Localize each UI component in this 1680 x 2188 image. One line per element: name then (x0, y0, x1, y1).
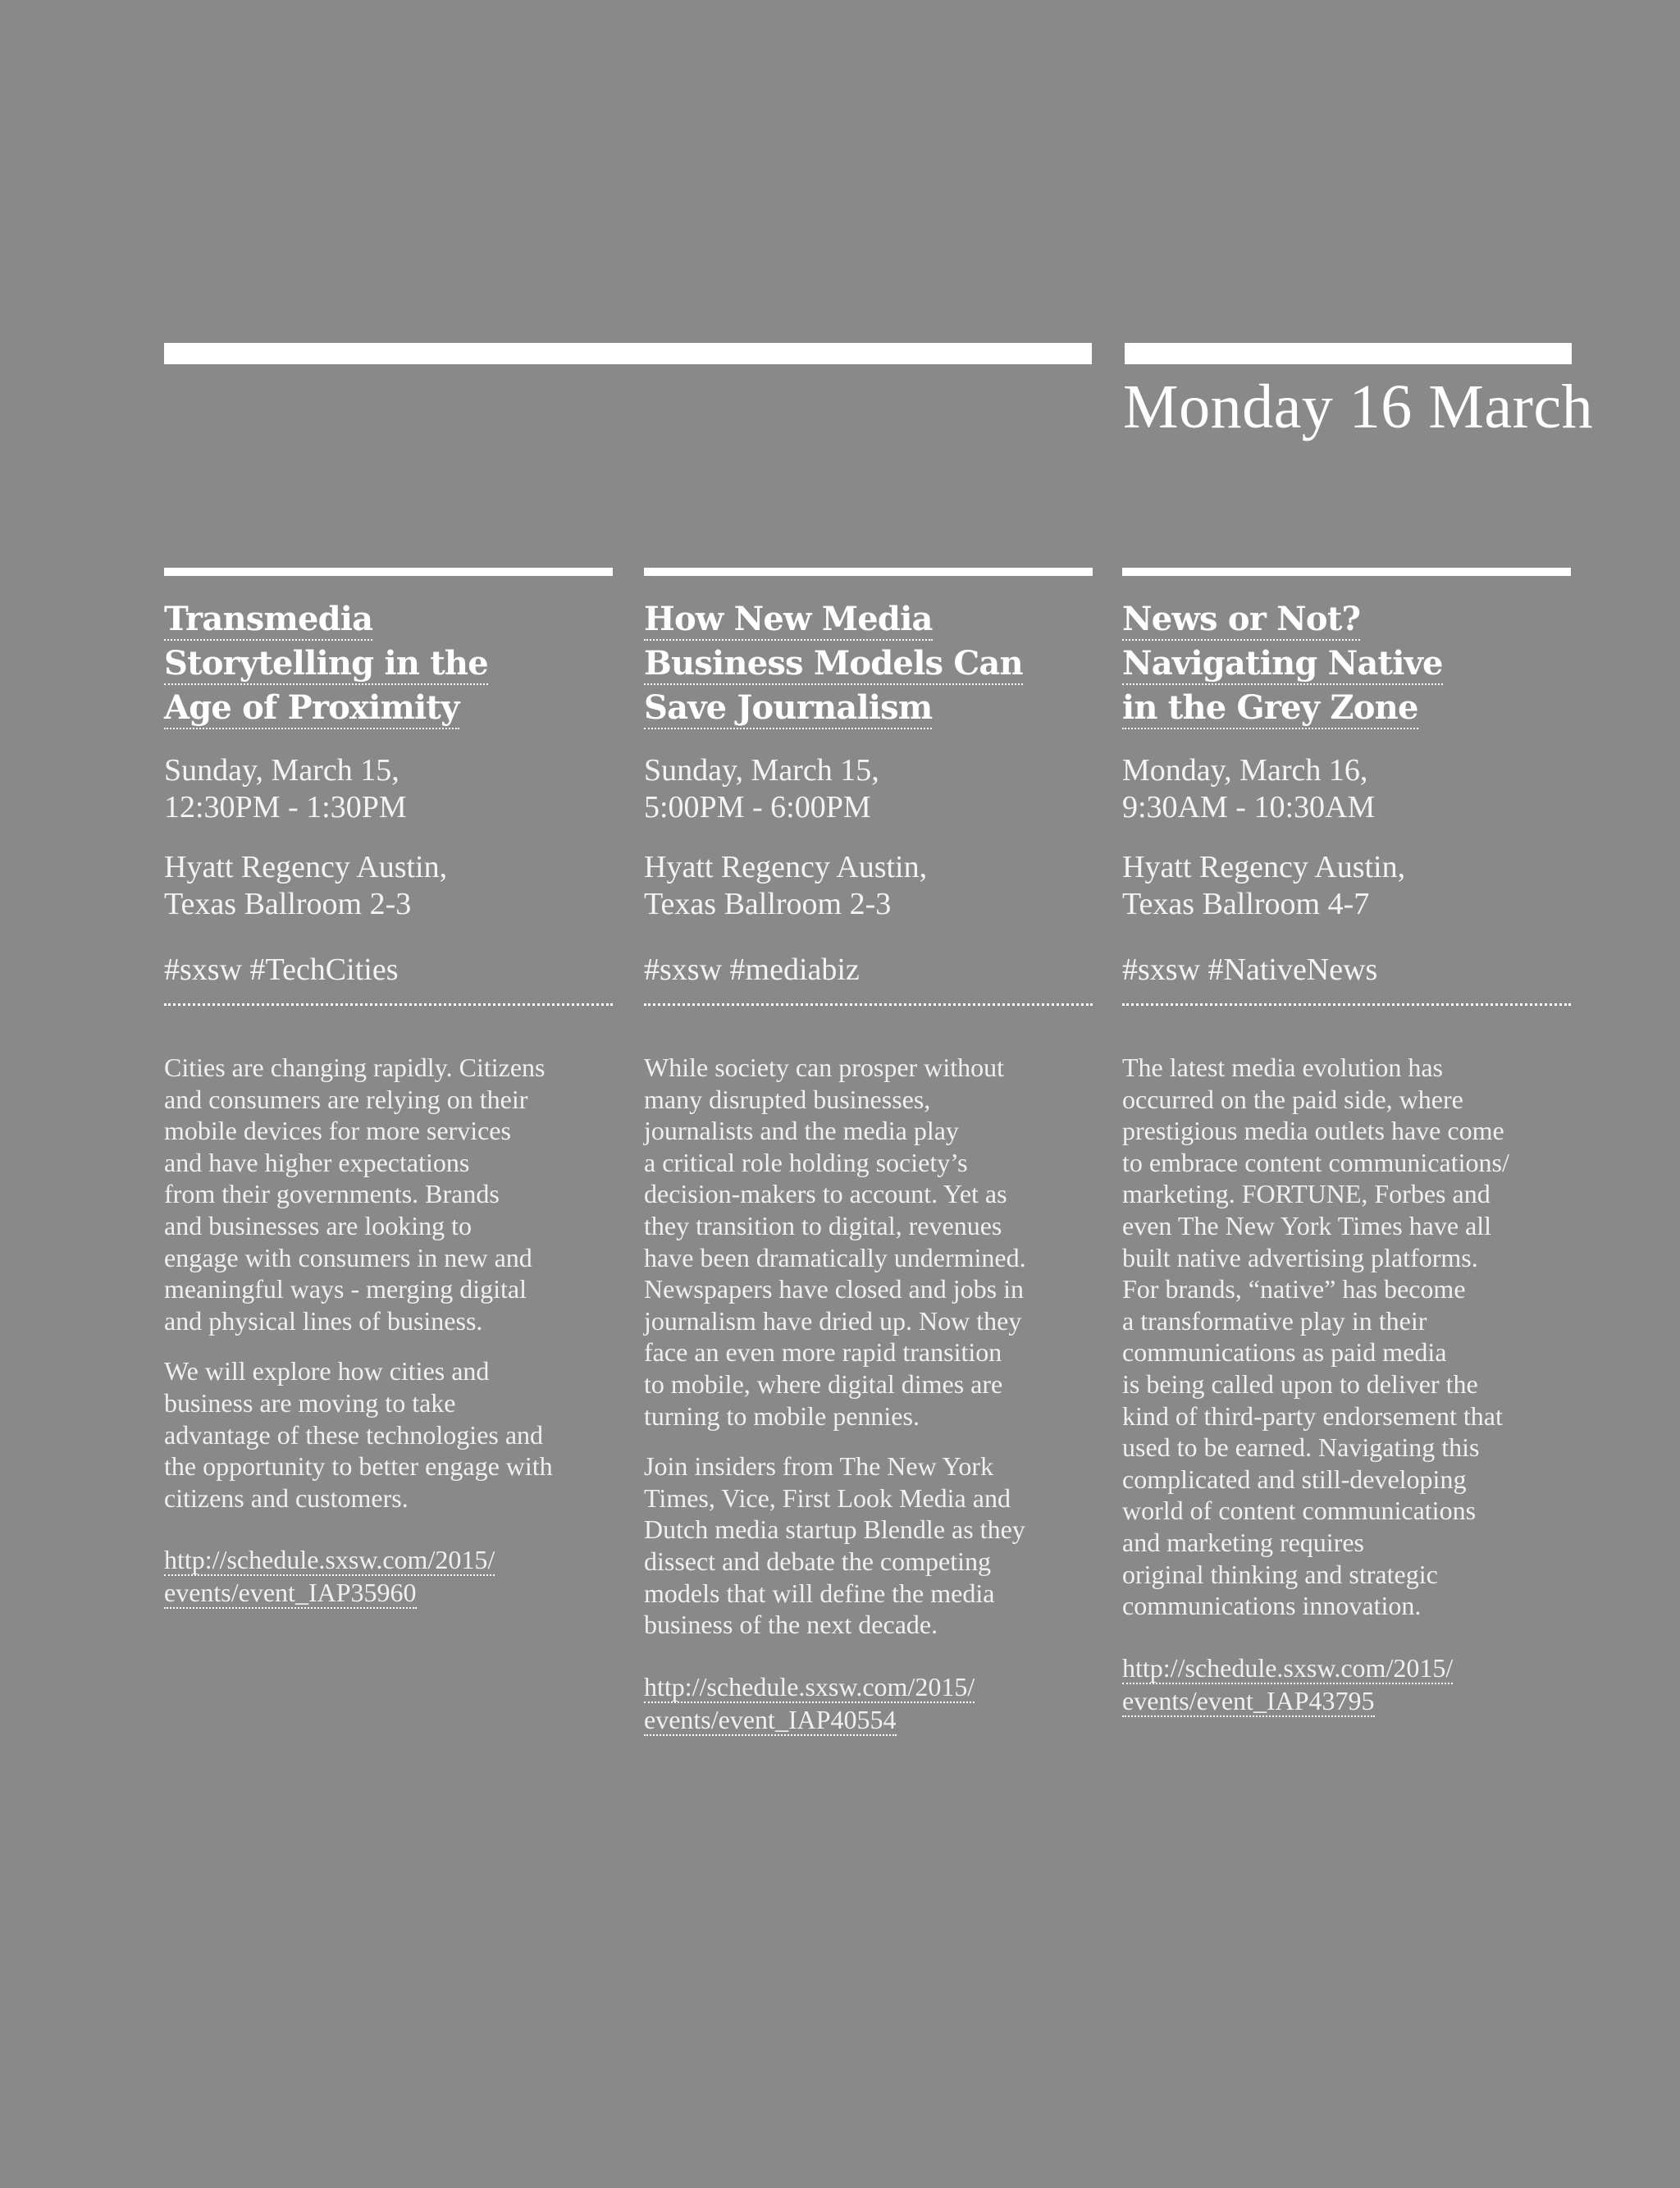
session-date: Sunday, March 15, (644, 753, 879, 788)
session-title-line[interactable]: News or Not? (1122, 599, 1360, 641)
text-line: Newspapers have closed and jobs in (644, 1274, 1024, 1304)
text-line: turning to mobile pennies. (644, 1400, 920, 1431)
column-rule (1122, 568, 1571, 576)
session-date: Sunday, March 15, (164, 753, 399, 788)
text-line: and businesses are looking to (164, 1210, 472, 1240)
text-line: The latest media evolution has (1122, 1053, 1443, 1082)
text-line: they transition to digital, revenues (644, 1210, 1002, 1240)
session-time: 12:30PM - 1:30PM (164, 790, 407, 824)
text-line: used to be earned. Navigating this (1122, 1432, 1480, 1463)
session-column-media-business (644, 568, 1093, 1738)
text-line: many disrupted businesses, (644, 1084, 931, 1114)
text-line: Dutch media startup Blendle as they (644, 1514, 1025, 1545)
session-link[interactable] (644, 1672, 1093, 1736)
session-column-transmedia (164, 568, 613, 1610)
session-title-line[interactable]: Business Models Can (644, 643, 1023, 685)
session-column-native-news (1122, 568, 1571, 1719)
session-title[interactable] (644, 599, 1093, 729)
text-line: and consumers are relying on their (164, 1084, 528, 1114)
header-rule-right (1125, 343, 1572, 364)
text-line: a transformative play in their (1122, 1305, 1427, 1336)
session-venue (1122, 849, 1571, 923)
session-title-line[interactable]: Age of Proximity (164, 687, 459, 729)
text-line: Times, Vice, First Look Media and (644, 1482, 1011, 1513)
day-heading: Monday 16 March (1123, 372, 1594, 441)
venue-name: Hyatt Regency Austin, (164, 850, 448, 884)
session-hashtags: #sxsw #mediabiz (644, 952, 860, 987)
text-line: is being called upon to deliver the (1122, 1368, 1478, 1399)
text-line: complicated and still-developing (1122, 1464, 1467, 1494)
text-line: meaningful ways - merging digital (164, 1274, 527, 1304)
session-description (644, 1450, 1093, 1641)
text-line: even The New York Times have all (1122, 1210, 1492, 1240)
venue-room: Texas Ballroom 4-7 (1122, 887, 1370, 921)
session-hashtags: #sxsw #NativeNews (1122, 952, 1378, 987)
session-datetime (164, 752, 613, 826)
text-line: journalists and the media play (644, 1116, 959, 1146)
session-link-line[interactable]: events/event_IAP40554 (644, 1704, 897, 1734)
dotted-divider (1122, 1003, 1571, 1006)
session-title-line[interactable]: Storytelling in the (164, 643, 488, 685)
column-rule (644, 568, 1093, 576)
session-title-line[interactable]: Transmedia (164, 599, 372, 641)
text-line: engage with consumers in new and (164, 1242, 532, 1272)
text-line: We will explore how cities and (164, 1356, 490, 1386)
session-venue (164, 849, 613, 923)
text-line: dissect and debate the competing (644, 1546, 991, 1576)
session-datetime (1122, 752, 1571, 826)
text-line: built native advertising platforms. (1122, 1242, 1478, 1272)
text-line: from their governments. Brands (164, 1179, 500, 1209)
text-line: Join insiders from The New York (644, 1451, 994, 1482)
text-line: to embrace content communications/ (1122, 1147, 1509, 1177)
text-line: the opportunity to better engage with (164, 1451, 553, 1482)
session-title-line[interactable]: Save Journalism (644, 687, 932, 729)
text-line: to mobile, where digital dimes are (644, 1368, 1003, 1399)
session-time: 5:00PM - 6:00PM (644, 790, 871, 824)
text-line: prestigious media outlets have come (1122, 1116, 1504, 1146)
venue-name: Hyatt Regency Austin, (644, 850, 928, 884)
venue-name: Hyatt Regency Austin, (1122, 850, 1406, 884)
session-title[interactable] (164, 599, 613, 729)
session-title-line[interactable]: Navigating Native (1122, 643, 1443, 685)
text-line: and have higher expectations (164, 1147, 470, 1177)
text-line: communications as paid media (1122, 1337, 1447, 1368)
session-title-line[interactable]: How New Media (644, 599, 933, 641)
text-line: mobile devices for more services (164, 1116, 511, 1146)
dotted-divider (164, 1003, 613, 1006)
session-datetime (644, 752, 1093, 826)
text-line: advantage of these technologies and (164, 1419, 544, 1450)
header-rule-left (164, 343, 1092, 364)
text-line: business are moving to take (164, 1387, 456, 1418)
text-line: models that will define the media (644, 1578, 995, 1608)
session-description (164, 1052, 613, 1336)
text-line: Cities are changing rapidly. Citizens (164, 1053, 546, 1082)
text-line: For brands, “native” has become (1122, 1274, 1466, 1304)
session-link-line[interactable]: http://schedule.sxsw.com/2015/ (164, 1545, 495, 1575)
text-line: face an even more rapid transition (644, 1337, 1002, 1368)
session-link[interactable] (164, 1545, 613, 1609)
text-line: world of content communications (1122, 1496, 1477, 1526)
session-description (644, 1052, 1093, 1432)
dotted-divider (644, 1003, 1093, 1006)
session-description (164, 1355, 613, 1514)
venue-room: Texas Ballroom 2-3 (164, 887, 412, 921)
text-line: citizens and customers. (164, 1482, 409, 1513)
session-link[interactable] (1122, 1653, 1571, 1717)
session-link-line[interactable]: http://schedule.sxsw.com/2015/ (1122, 1652, 1454, 1683)
text-line: kind of third-party endorsement that (1122, 1400, 1503, 1431)
text-line: and physical lines of business. (164, 1305, 483, 1336)
text-line: communications innovation. (1122, 1591, 1422, 1621)
session-title-line[interactable]: in the Grey Zone (1122, 687, 1418, 729)
session-link-line[interactable]: events/event_IAP35960 (164, 1578, 417, 1608)
session-date: Monday, March 16, (1122, 753, 1368, 788)
session-time: 9:30AM - 10:30AM (1122, 790, 1376, 824)
text-line: and marketing requires (1122, 1527, 1364, 1557)
column-rule (164, 568, 613, 576)
venue-room: Texas Ballroom 2-3 (644, 887, 892, 921)
session-description (1122, 1052, 1571, 1622)
session-title[interactable] (1122, 599, 1571, 729)
text-line: While society can prosper without (644, 1053, 1004, 1082)
session-venue (644, 849, 1093, 923)
text-line: have been dramatically undermined. (644, 1242, 1026, 1272)
session-link-line[interactable]: events/event_IAP43795 (1122, 1685, 1375, 1715)
text-line: business of the next decade. (644, 1610, 938, 1640)
text-line: marketing. FORTUNE, Forbes and (1122, 1179, 1491, 1209)
text-line: original thinking and strategic (1122, 1559, 1438, 1589)
text-line: journalism have dried up. Now they (644, 1305, 1022, 1336)
text-line: occurred on the paid side, where (1122, 1084, 1463, 1114)
text-line: a critical role holding society’s (644, 1147, 968, 1177)
session-hashtags: #sxsw #TechCities (164, 952, 399, 987)
session-link-line[interactable]: http://schedule.sxsw.com/2015/ (644, 1671, 975, 1702)
text-line: decision-makers to account. Yet as (644, 1179, 1007, 1209)
